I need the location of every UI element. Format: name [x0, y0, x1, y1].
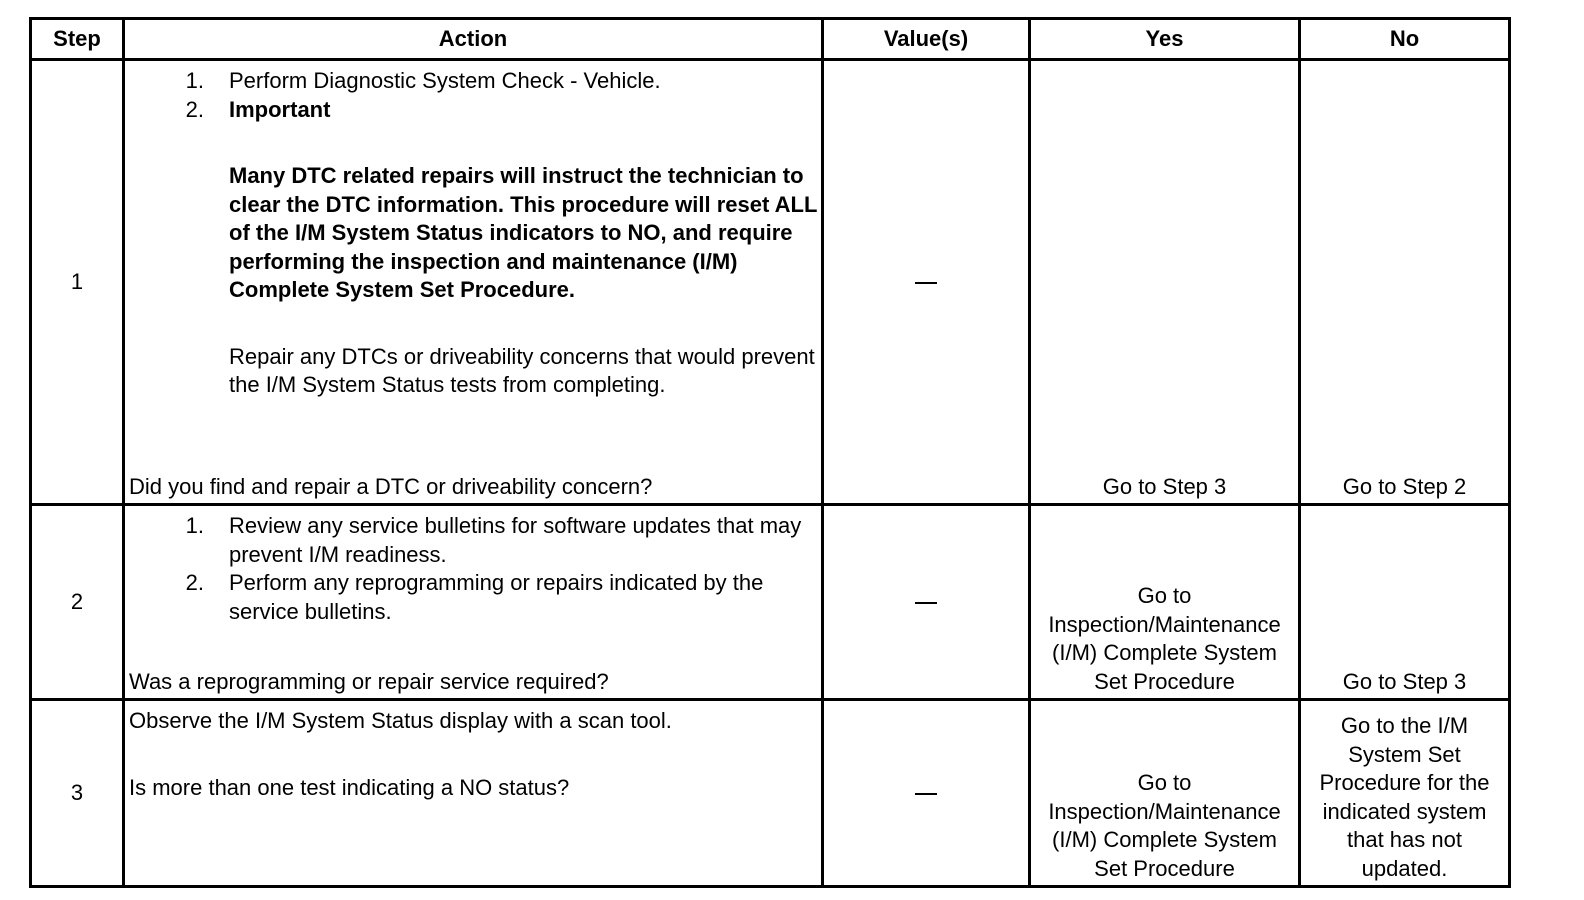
- header-step: Step: [31, 19, 124, 60]
- header-no: No: [1300, 19, 1510, 60]
- value-dash: [915, 602, 937, 604]
- value-cell: [823, 505, 1030, 700]
- list-number: 2.: [185, 96, 204, 122]
- value-dash: [915, 793, 937, 795]
- action-cell: [124, 60, 823, 505]
- list-item: [129, 67, 817, 96]
- question-text: Was a reprogramming or repair service required?: [129, 668, 609, 694]
- yes-text: Go to Step 3: [1102, 473, 1227, 499]
- yes-text: Go to Inspection/Maintenance (I/M) Complete System Set Procedure: [1048, 770, 1281, 881]
- list-item: [129, 569, 817, 626]
- header-yes: Yes: [1030, 19, 1300, 60]
- table-row-step-1: [31, 60, 1510, 505]
- no-text: Go to the I/M System Set Procedure for the indicated system that has not updated.: [1319, 713, 1490, 881]
- no-cell: [1300, 505, 1510, 700]
- list-item: [129, 96, 817, 125]
- important-label: Important: [229, 96, 331, 122]
- action-cell: [124, 505, 823, 700]
- yes-cell: [1030, 505, 1300, 700]
- yes-cell: [1030, 700, 1300, 887]
- header-row: [31, 19, 1510, 60]
- list-item: [129, 512, 817, 569]
- table-row-step-2: [31, 505, 1510, 700]
- value-cell: [823, 60, 1030, 505]
- step-number: 2: [31, 505, 124, 700]
- step-number: 1: [31, 60, 124, 505]
- value-dash: [915, 282, 937, 284]
- no-text: Go to Step 3: [1342, 668, 1467, 694]
- list-number: 1.: [185, 68, 204, 93]
- table-row-step-3: [31, 700, 1510, 887]
- value-cell: [823, 700, 1030, 887]
- important-note: Many DTC related repairs will instruct the technician to clear the DTC information. This procedure will reset ALL of the I/M System Status indicators to NO, and require performing the inspection and maintenance (I/M) Complete System Set Procedure.: [229, 163, 817, 302]
- header-values: Value(s): [823, 19, 1030, 60]
- yes-cell: [1030, 60, 1300, 505]
- no-cell: [1300, 700, 1510, 887]
- yes-text: Go to Inspection/Maintenance (I/M) Complete System Set Procedure: [1048, 583, 1281, 694]
- no-text: Go to Step 2: [1342, 473, 1467, 499]
- intro-text: Observe the I/M System Status display with a scan tool.: [129, 708, 672, 733]
- list-text: Review any service bulletins for software updates that may prevent I/M readiness.: [229, 513, 802, 567]
- no-cell: [1300, 60, 1510, 505]
- repair-note: Repair any DTCs or driveability concerns that would prevent the I/M System Status tests from completing.: [229, 343, 815, 397]
- list-number: 2.: [185, 570, 204, 595]
- diagnostic-table: [29, 17, 1511, 888]
- list-text: Perform any reprogramming or repairs indicated by the service bulletins.: [229, 570, 764, 624]
- action-cell: [124, 700, 823, 887]
- question-text: Is more than one test indicating a NO status?: [129, 774, 570, 800]
- question-text: Did you find and repair a DTC or driveability concern?: [129, 473, 653, 499]
- header-action: Action: [124, 19, 823, 60]
- list-number: 1.: [185, 513, 204, 538]
- step-number: 3: [31, 700, 124, 887]
- list-text: Perform Diagnostic System Check - Vehicle.: [229, 68, 661, 93]
